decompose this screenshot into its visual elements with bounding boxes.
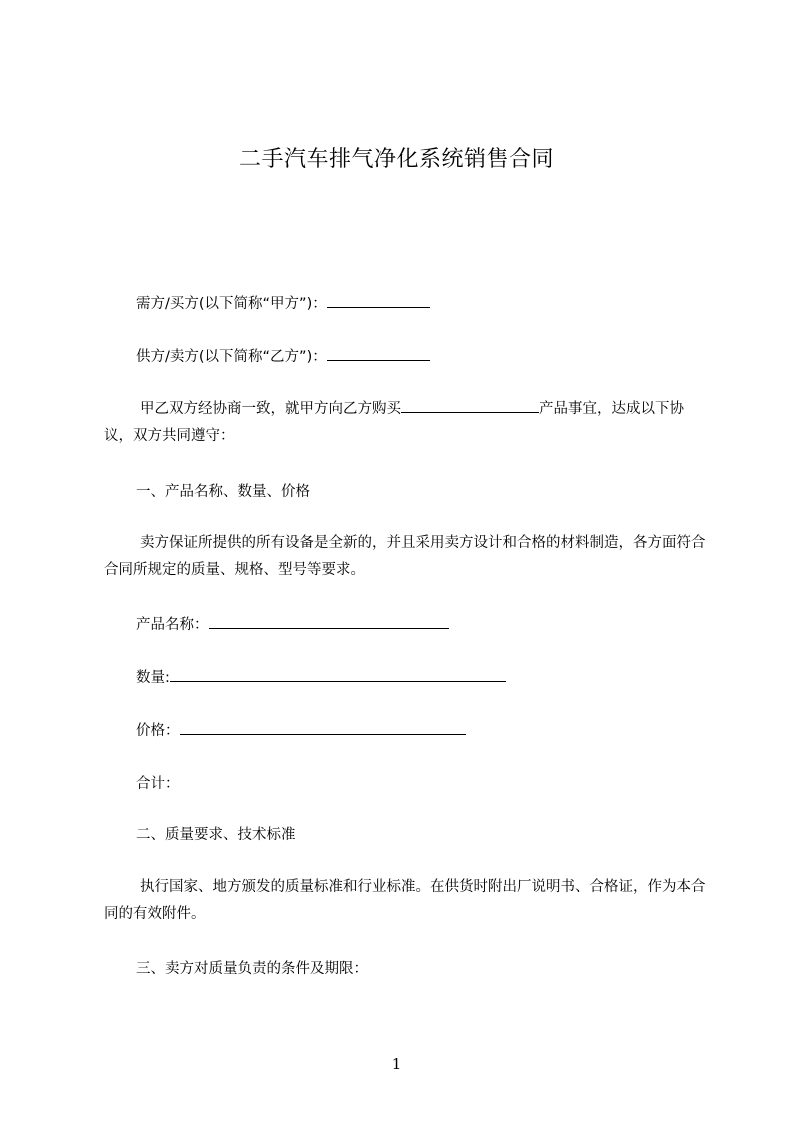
section2-text: 执行国家、地方颁发的质量标准和行业标准。在供货时附出厂说明书、合格证，作为本合同的有效附件。: [104, 879, 706, 922]
section3-heading: 三、卖方对质量负责的条件及期限：: [136, 961, 368, 977]
page-title: 二手汽车排气净化系统销售合同: [238, 147, 554, 172]
product-name-line: [136, 613, 449, 634]
total-label: 合计：: [136, 776, 180, 792]
section2-heading: 二、质量要求、技术标准: [136, 827, 296, 843]
quantity-blank[interactable]: [170, 667, 506, 682]
section2-paragraph: [104, 874, 708, 928]
section1-text: 卖方保证所提供的所有设备是全新的，并且采用卖方设计和合格的材料制造，各方面符合合同所规定的质量、规格、型号等要求。: [104, 535, 706, 578]
price-line: [136, 719, 466, 740]
section1-heading: 一、产品名称、数量、价格: [136, 484, 310, 500]
page-number: 1: [391, 1055, 402, 1073]
product-name-label: 产品名称：: [136, 617, 209, 633]
quantity-label: 数量:: [136, 670, 170, 686]
seller-line: [136, 345, 430, 366]
quantity-line: [136, 666, 506, 687]
intro-text-2: 产品事宜，达成以下协议，双方共同遵守：: [104, 401, 684, 444]
seller-label: 供方/卖方(以下简称“乙方”)：: [136, 349, 327, 365]
seller-blank[interactable]: [327, 346, 430, 361]
product-name-blank[interactable]: [209, 614, 449, 629]
buyer-blank[interactable]: [327, 293, 430, 308]
buyer-label: 需方/买方(以下简称“甲方”)：: [136, 296, 327, 312]
total-line: [136, 772, 180, 793]
intro-text-1: 甲乙双方经协商一致，就甲方向乙方购买: [140, 401, 401, 417]
price-blank[interactable]: [180, 720, 466, 735]
buyer-line: [136, 292, 430, 313]
price-label: 价格：: [136, 723, 180, 739]
section1-paragraph: [104, 530, 708, 584]
intro-paragraph: [104, 396, 708, 450]
product-purchase-blank[interactable]: [401, 398, 539, 413]
